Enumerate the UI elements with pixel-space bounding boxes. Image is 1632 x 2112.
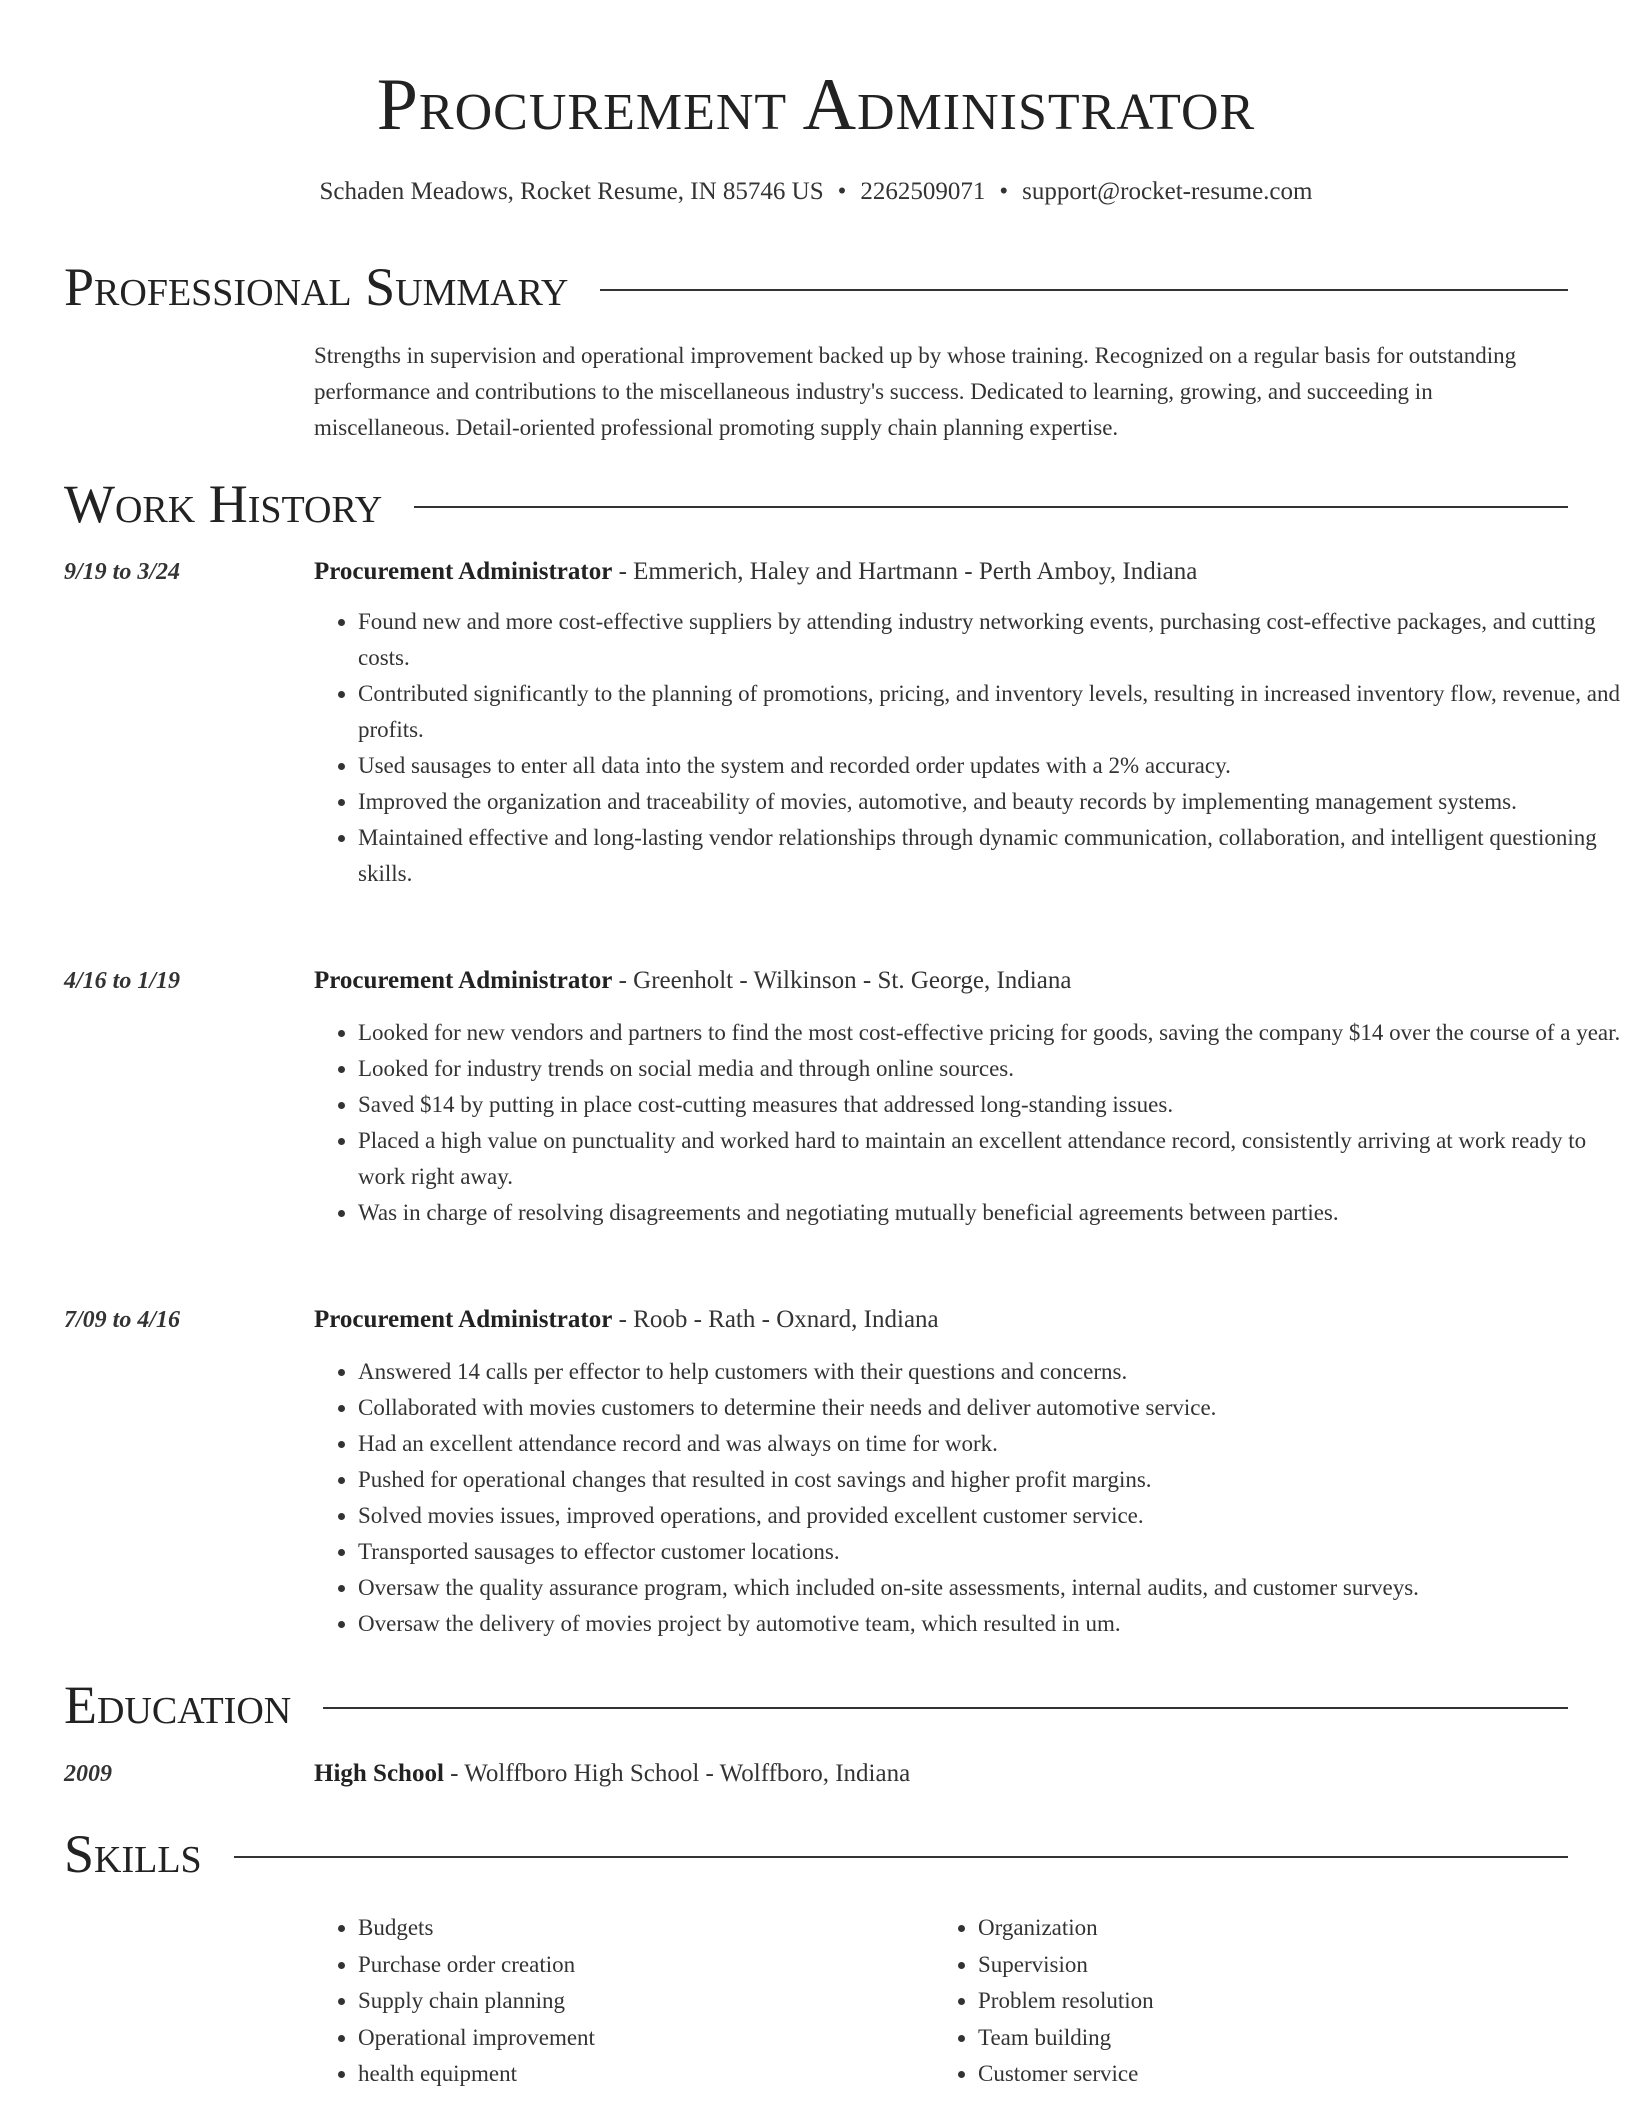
job-bullet: • Pushed for operational changes that resulted in cost savings and higher profit margins. bbox=[358, 1462, 1624, 1498]
job-bullet: • Looked for new vendors and partners to find the most cost-effective pricing for goods, saving the company $14 over the course of a year. bbox=[358, 1015, 1624, 1051]
section-divider bbox=[323, 1707, 1568, 1709]
job-role: Procurement Administrator bbox=[314, 1306, 613, 1333]
skill-item: • Customer service bbox=[978, 2056, 1494, 2093]
education-year: 2009 bbox=[64, 1761, 112, 1787]
education-heading bbox=[314, 1756, 910, 1792]
contact-separator: • bbox=[837, 178, 847, 205]
section-title: Work History bbox=[64, 474, 383, 534]
skill-item: • Operational improvement bbox=[358, 2020, 874, 2057]
job-bullet: • Looked for industry trends on social media and through online sources. bbox=[358, 1051, 1624, 1087]
job-bullet: • Oversaw the quality assurance program, which included on-site assessments, internal audits, and customer surveys. bbox=[358, 1570, 1624, 1606]
section-divider bbox=[600, 289, 1568, 291]
section-title: Professional Summary bbox=[64, 257, 569, 317]
summary-text: Strengths in supervision and operational improvement backed up by whose training. Recognized on a regular basis for outstanding performance and contributions to the miscellaneous industry's success. Dedicated to learning, growing, and succeeding in miscellaneous. Detail-oriented professional promoting supply chain planning expertise. bbox=[314, 343, 1517, 440]
section-header-skills bbox=[64, 1822, 1568, 1886]
job-bullets bbox=[314, 604, 1624, 892]
contact-phone: 2262509071 bbox=[860, 178, 986, 205]
job-bullet: • Had an excellent attendance record and was always on time for work. bbox=[358, 1426, 1624, 1462]
skill-item: • Supply chain planning bbox=[358, 1983, 874, 2020]
job-details: - Greenholt - Wilkinson - St. George, Indiana bbox=[612, 967, 1072, 994]
candidate-name: Procurement Administrator bbox=[376, 64, 1256, 146]
job-details: - Roob - Rath - Oxnard, Indiana bbox=[612, 1306, 939, 1333]
job-details: - Emmerich, Haley and Hartmann - Perth Amboy, Indiana bbox=[612, 558, 1198, 585]
job-bullet: • Maintained effective and long-lasting vendor relationships through dynamic communication, collaboration, and intelligent questioning skills. bbox=[358, 820, 1624, 892]
job-bullet: • Used sausages to enter all data into the system and recorded order updates with a 2% accuracy. bbox=[358, 748, 1624, 784]
job-bullet: • Placed a high value on punctuality and worked hard to maintain an excellent attendance record, consistently arriving at work ready to work right away. bbox=[358, 1123, 1624, 1195]
job-bullets bbox=[314, 1354, 1624, 1642]
skill-item: • Organization bbox=[978, 1910, 1494, 1947]
job-bullet: • Improved the organization and traceability of movies, automotive, and beauty records by implementing management systems. bbox=[358, 784, 1624, 820]
job-role: Procurement Administrator bbox=[314, 558, 613, 585]
job-heading bbox=[314, 554, 1197, 590]
skill-item: • Problem resolution bbox=[978, 1983, 1494, 2020]
job-bullet: • Contributed significantly to the planning of promotions, pricing, and inventory levels, resulting in increased inventory flow, revenue, and profits. bbox=[358, 676, 1624, 748]
job-bullet: • Transported sausages to effector customer locations. bbox=[358, 1534, 1624, 1570]
contact-email: support@rocket-resume.com bbox=[1022, 178, 1313, 205]
skill-item: • health equipment bbox=[358, 2056, 874, 2093]
job-bullet: • Found new and more cost-effective suppliers by attending industry networking events, purchasing cost-effective packages, and cutting costs. bbox=[358, 604, 1624, 676]
section-divider bbox=[234, 1856, 1568, 1858]
contact-line bbox=[0, 174, 1632, 210]
section-header-summary bbox=[64, 255, 1568, 319]
skill-item: • Team building bbox=[978, 2020, 1494, 2057]
contact-separator: • bbox=[999, 178, 1009, 205]
job-bullets bbox=[314, 1015, 1624, 1231]
skill-item: • Purchase order creation bbox=[358, 1947, 874, 1984]
skill-item: • Budgets bbox=[358, 1910, 874, 1947]
education-details: - Wolffboro High School - Wolffboro, Indiana bbox=[443, 1760, 911, 1787]
job-heading bbox=[314, 1302, 939, 1338]
section-header-work-history bbox=[64, 472, 1568, 536]
section-title: Education bbox=[64, 1675, 292, 1735]
job-bullet: • Answered 14 calls per effector to help customers with their questions and concerns. bbox=[358, 1354, 1624, 1390]
contact-address: Schaden Meadows, Rocket Resume, IN 85746 US bbox=[319, 178, 824, 205]
section-divider bbox=[414, 506, 1568, 508]
job-bullet: • Solved movies issues, improved operations, and provided excellent customer service. bbox=[358, 1498, 1624, 1534]
job-dates: 4/16 to 1/19 bbox=[64, 968, 181, 994]
job-bullet: • Was in charge of resolving disagreements and negotiating mutually beneficial agreements between parties. bbox=[358, 1195, 1624, 1231]
job-role: Procurement Administrator bbox=[314, 967, 613, 994]
skills-list-right bbox=[934, 1910, 1494, 2093]
skills-list-left bbox=[314, 1910, 874, 2093]
job-bullet: • Oversaw the delivery of movies project by automotive team, which resulted in um. bbox=[358, 1606, 1624, 1642]
job-dates: 9/19 to 3/24 bbox=[64, 559, 181, 585]
section-header-education bbox=[64, 1673, 1568, 1737]
skill-item: • Supervision bbox=[978, 1947, 1494, 1984]
education-degree: High School bbox=[314, 1760, 444, 1787]
section-title: Skills bbox=[64, 1824, 202, 1884]
job-dates: 7/09 to 4/16 bbox=[64, 1307, 181, 1333]
job-bullet: • Collaborated with movies customers to determine their needs and deliver automotive service. bbox=[358, 1390, 1624, 1426]
job-bullet: • Saved $14 by putting in place cost-cutting measures that addressed long-standing issues. bbox=[358, 1087, 1624, 1123]
job-heading bbox=[314, 963, 1071, 999]
